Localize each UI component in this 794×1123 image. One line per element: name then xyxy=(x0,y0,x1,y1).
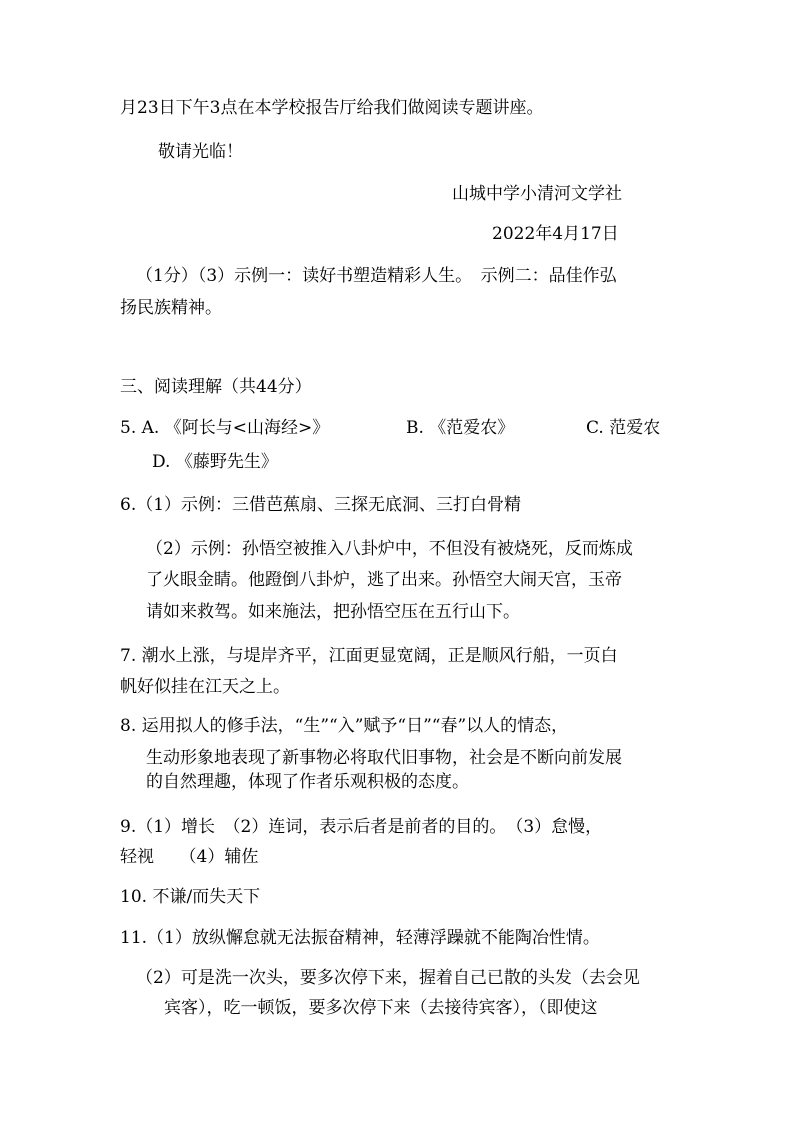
text-line: 6.（1）示例：三借芭蕉扇、三探无底洞、三打白骨精 xyxy=(120,495,522,515)
choice-c: C. 范爱农 xyxy=(586,418,661,438)
choice-d: D. 《藤野先生》 xyxy=(152,452,278,472)
text-line: （2）可是洗一次头，要多次停下来，握着自己已散的头发（去会见 xyxy=(136,968,640,988)
text-line: 7. 潮水上涨，与堤岸齐平，江面更显宽阔，正是顺风行船，一页白 xyxy=(120,646,618,666)
signature-org: 山城中学小清河文学社 xyxy=(452,184,622,204)
text-line: 了火眼金睛。他蹬倒八卦炉，逃了出来。孙悟空大闹天宫，玉帝 xyxy=(146,570,622,590)
text-line: 请如来救驾。如来施法，把孙悟空压在五行山下。 xyxy=(146,602,520,622)
text-line: 敬请光临！ xyxy=(158,142,243,162)
signature-date: 2022年4月17日 xyxy=(492,224,619,244)
text-line: 的自然理趣，体现了作者乐观积极的态度。 xyxy=(146,772,469,792)
text-line: 9.（1）增长 （2）连词，表示后者是前者的目的。 （3）怠慢， xyxy=(120,817,603,837)
text-line: 扬民族精神。 xyxy=(120,298,222,318)
text-line: 帆好似挂在江天之上。 xyxy=(120,677,290,697)
text-line: 宾客），吃一顿饭，要多次停下来（去接待宾客），（即使这 xyxy=(164,998,598,1018)
text-line: （2）示例：孙悟空被推入八卦炉中，不但没有被烧死，反而炼成 xyxy=(146,539,633,559)
text-line: 月23日下午3点在本学校报告厅给我们做阅读专题讲座。 xyxy=(120,98,544,118)
text-line: 8. 运用拟人的修手法，“生”“入”赋予“日”“春”以人的情态， xyxy=(120,716,569,736)
text-line: 10. 不谦/而失天下 xyxy=(120,887,261,907)
text-line: （1分）（3）示例一：读好书塑造精彩人生。 示例二：品佳作弘 xyxy=(136,266,617,286)
section-heading: 三、阅读理解（共44分） xyxy=(120,377,312,397)
choice-b: B. 《范爱农》 xyxy=(406,418,515,438)
text-line: 生动形象地表现了新事物必将取代旧事物，社会是不断向前发展 xyxy=(146,748,622,768)
choice-a: 5. A. 《阿长与<山海经>》 xyxy=(120,418,330,438)
text-line: 轻视 （4）辅佐 xyxy=(120,847,259,867)
text-line: 11.（1）放纵懈怠就无法振奋精神，轻薄浮躁就不能陶冶性情。 xyxy=(120,928,600,948)
